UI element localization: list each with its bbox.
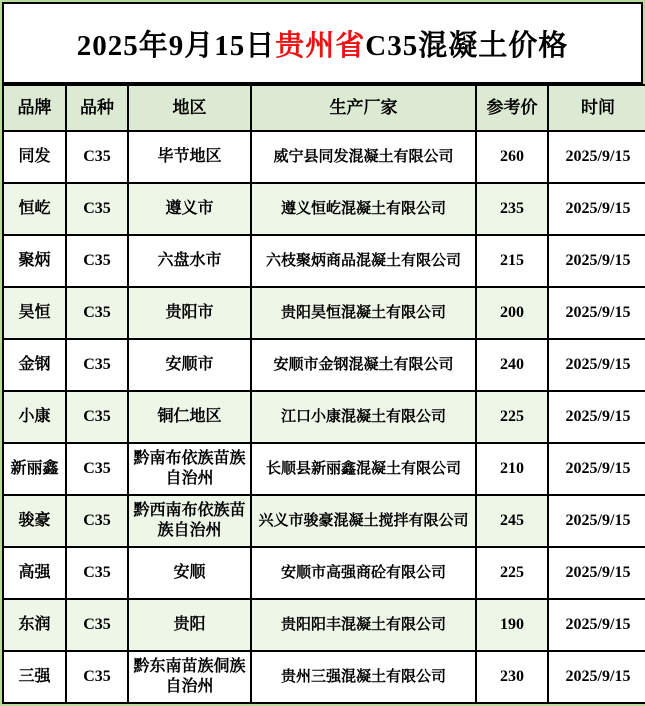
table-row <box>3 651 645 703</box>
cell-grade: C35 <box>66 495 128 547</box>
cell-region: 贵阳市 <box>128 287 251 339</box>
cell-maker: 威宁县同发混凝土有限公司 <box>251 131 476 183</box>
cell-maker: 贵阳阳丰混凝土有限公司 <box>251 599 476 651</box>
cell-price: 260 <box>476 131 548 183</box>
cell-price: 240 <box>476 339 548 391</box>
page-title <box>2 2 643 84</box>
header-maker: 生产厂家 <box>251 85 476 131</box>
cell-maker: 贵阳昊恒混凝土有限公司 <box>251 287 476 339</box>
cell-price: 210 <box>476 443 548 495</box>
cell-grade: C35 <box>66 131 128 183</box>
table-row <box>3 287 645 339</box>
cell-region: 毕节地区 <box>128 131 251 183</box>
header-grade: 品种 <box>66 85 128 131</box>
cell-maker: 六枝聚炳商品混凝土有限公司 <box>251 235 476 287</box>
cell-grade: C35 <box>66 183 128 235</box>
cell-price: 235 <box>476 183 548 235</box>
cell-date: 2025/9/15 <box>548 443 645 495</box>
header-price: 参考价 <box>476 85 548 131</box>
cell-grade: C35 <box>66 547 128 599</box>
cell-grade: C35 <box>66 339 128 391</box>
table-row <box>3 495 645 547</box>
cell-grade: C35 <box>66 391 128 443</box>
cell-date: 2025/9/15 <box>548 339 645 391</box>
cell-maker: 江口小康混凝土有限公司 <box>251 391 476 443</box>
table-row <box>3 131 645 183</box>
cell-brand: 三强 <box>3 651 66 703</box>
cell-maker: 安顺市金钢混凝土有限公司 <box>251 339 476 391</box>
cell-date: 2025/9/15 <box>548 235 645 287</box>
cell-brand: 骏豪 <box>3 495 66 547</box>
cell-date: 2025/9/15 <box>548 599 645 651</box>
cell-maker: 长顺县新丽鑫混凝土有限公司 <box>251 443 476 495</box>
cell-price: 245 <box>476 495 548 547</box>
cell-region: 铜仁地区 <box>128 391 251 443</box>
table-row <box>3 599 645 651</box>
cell-grade: C35 <box>66 443 128 495</box>
cell-brand: 东润 <box>3 599 66 651</box>
table-row <box>3 183 645 235</box>
cell-price: 230 <box>476 651 548 703</box>
header-region: 地区 <box>128 85 251 131</box>
cell-grade: C35 <box>66 235 128 287</box>
cell-brand: 恒屹 <box>3 183 66 235</box>
cell-grade: C35 <box>66 651 128 703</box>
cell-region: 贵阳 <box>128 599 251 651</box>
table-row <box>3 391 645 443</box>
header-time: 时间 <box>548 85 645 131</box>
cell-region: 黔西南布依族苗族自治州 <box>128 495 251 547</box>
cell-maker: 安顺市高强商砼有限公司 <box>251 547 476 599</box>
cell-price: 200 <box>476 287 548 339</box>
cell-date: 2025/9/15 <box>548 131 645 183</box>
cell-price: 190 <box>476 599 548 651</box>
table-row <box>3 235 645 287</box>
table-header-row <box>3 85 645 131</box>
cell-brand: 昊恒 <box>3 287 66 339</box>
cell-maker: 贵州三强混凝土有限公司 <box>251 651 476 703</box>
cell-brand: 新丽鑫 <box>3 443 66 495</box>
cell-region: 黔东南苗族侗族自治州 <box>128 651 251 703</box>
table-row <box>3 443 645 495</box>
cell-brand: 金钢 <box>3 339 66 391</box>
cell-brand: 小康 <box>3 391 66 443</box>
cell-brand: 聚炳 <box>3 235 66 287</box>
cell-region: 遵义市 <box>128 183 251 235</box>
table-row <box>3 547 645 599</box>
cell-price: 225 <box>476 391 548 443</box>
cell-price: 225 <box>476 547 548 599</box>
title-date-part: 2025年9月15日 <box>76 29 276 62</box>
cell-date: 2025/9/15 <box>548 651 645 703</box>
cell-grade: C35 <box>66 599 128 651</box>
cell-region: 安顺 <box>128 547 251 599</box>
cell-region: 六盘水市 <box>128 235 251 287</box>
concrete-price-table <box>2 84 645 704</box>
cell-brand: 同发 <box>3 131 66 183</box>
cell-date: 2025/9/15 <box>548 495 645 547</box>
cell-date: 2025/9/15 <box>548 547 645 599</box>
price-sheet <box>2 2 643 704</box>
cell-brand: 高强 <box>3 547 66 599</box>
cell-grade: C35 <box>66 287 128 339</box>
cell-date: 2025/9/15 <box>548 183 645 235</box>
table-row <box>3 339 645 391</box>
cell-maker: 遵义恒屹混凝土有限公司 <box>251 183 476 235</box>
cell-date: 2025/9/15 <box>548 287 645 339</box>
header-brand: 品牌 <box>3 85 66 131</box>
cell-maker: 兴义市骏豪混凝土搅拌有限公司 <box>251 495 476 547</box>
cell-region: 黔南布依族苗族自治州 <box>128 443 251 495</box>
title-province-highlight: 贵州省 <box>275 29 366 62</box>
cell-price: 215 <box>476 235 548 287</box>
title-product-part: C35混凝土价格 <box>365 29 569 62</box>
cell-region: 安顺市 <box>128 339 251 391</box>
cell-date: 2025/9/15 <box>548 391 645 443</box>
